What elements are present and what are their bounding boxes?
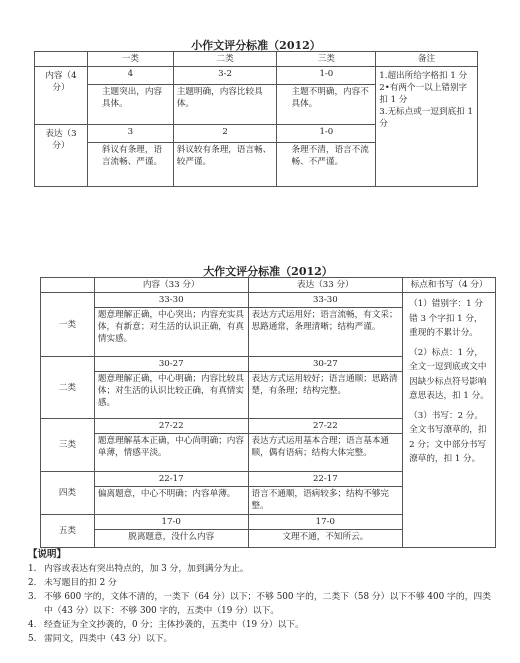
expr-desc-cell: 表达方式运用较好；语言通顺；思路清楚，有条理；结构完整。 — [248, 372, 403, 419]
small-row-label: 内容（4 分） — [35, 67, 88, 125]
desc-cell: 主题不明确，内容不具体。 — [277, 85, 376, 125]
grade-label: 二类 — [41, 357, 95, 419]
small-content-score-row — [35, 67, 478, 85]
content-score-cell: 33-30 — [94, 293, 248, 308]
small-header-cell: 二类 — [173, 52, 277, 67]
desc-cell: 主题突出，内容具体。 — [87, 85, 173, 125]
score-cell: 4 — [87, 67, 173, 85]
note-item — [28, 562, 498, 576]
large-score-table — [40, 277, 496, 548]
expr-score-cell: 27-22 — [248, 419, 403, 434]
content-desc-cell: 题意理解基本正确，中心尚明确；内容单薄，情感平淡。 — [94, 434, 248, 472]
grade-label: 一类 — [41, 293, 95, 357]
expr-desc-cell: 文理不通，不知所云。 — [248, 530, 403, 548]
small-score-table — [34, 51, 478, 187]
remarks-cell — [376, 67, 478, 187]
large-header-cell: 表达（33 分） — [248, 278, 403, 293]
content-score-cell: 30-27 — [94, 357, 248, 372]
note-item — [28, 576, 498, 590]
content-score-cell: 27-22 — [94, 419, 248, 434]
score-cell: 3 — [87, 125, 173, 143]
note-number: 5. — [28, 634, 37, 644]
note-text: 雷同文，四类中（43 分）以下。 — [44, 634, 173, 644]
expr-desc-cell: 语言不通顺，语病较多；结构不够完整。 — [248, 487, 403, 515]
punctuation-cell — [403, 293, 496, 548]
content-desc-cell: 题意理解正确，中心突出；内容充实具体，有新意；对生活的认识正确，有真情实感。 — [94, 308, 248, 357]
content-score-cell: 22-17 — [94, 472, 248, 487]
expr-score-cell: 30-27 — [248, 357, 403, 372]
score-cell: 1-0 — [277, 67, 376, 85]
desc-cell: 主题明确，内容比较具体。 — [173, 85, 277, 125]
score-cell: 1-0 — [277, 125, 376, 143]
expr-desc-cell: 表达方式运用基本合理；语言基本通顺，偶有语病；结构大体完整。 — [248, 434, 403, 472]
note-item — [28, 632, 498, 646]
notes-heading: 【说明】 — [28, 549, 67, 560]
large-header-row — [41, 278, 496, 293]
content-desc-cell: 偏离题意，中心不明确；内容单薄。 — [94, 487, 248, 515]
note-text: 经查证为全文抄袭的，0 分；主体抄袭的，五类中（19 分）以下。 — [44, 620, 304, 630]
remark-item: 2•有两个一以上错别字扣 1 分 — [379, 83, 468, 105]
large-header-cell: 内容（33 分） — [94, 278, 248, 293]
content-score-cell: 17-0 — [94, 515, 248, 530]
score-cell: 2 — [173, 125, 277, 143]
note-number: 1. — [28, 564, 37, 574]
large-corner-cell — [41, 278, 95, 293]
large-header-cell: 标点和书写（4 分） — [403, 278, 496, 293]
punct-rule: （3）书写：2 分。全文书写潦草的，扣 2 分；文中部分书写潦草的，扣 1 分。 — [409, 410, 487, 464]
note-item — [28, 618, 498, 632]
small-corner-cell — [35, 52, 88, 67]
desc-cell: 斜议较有条理，语言畅、较严谨。 — [173, 143, 277, 187]
grade-label: 五类 — [41, 515, 95, 548]
small-header-cell: 备注 — [376, 52, 478, 67]
expr-desc-cell: 表达方式运用好；语言流畅，有文采；思路通常，条理清晰；结构严谨。 — [248, 308, 403, 357]
content-desc-cell: 脱离题意，没什么内容 — [94, 530, 248, 548]
small-header-cell: 三类 — [277, 52, 376, 67]
note-text: 内容或表达有突出特点的，加 3 分，加到满分为止。 — [44, 564, 249, 574]
note-item — [28, 590, 498, 618]
desc-cell: 斜议有条理，语言流畅、严谨。 — [87, 143, 173, 187]
note-number: 2. — [28, 578, 37, 588]
grade-label: 三类 — [41, 419, 95, 472]
note-text: 未写题目的扣 2 分 — [44, 578, 117, 588]
small-row-label: 表达（3 分） — [35, 125, 88, 187]
grade-label: 四类 — [41, 472, 95, 515]
punct-rule: （1）错别字：1 分错 3 个字扣 1 分，重现的不累计分。 — [409, 299, 483, 338]
expr-score-cell: 17-0 — [248, 515, 403, 530]
grade-score-row — [41, 293, 496, 308]
small-header-row — [35, 52, 478, 67]
remark-item: 1.超出所给字格扣 1 分 — [379, 71, 468, 81]
punct-rule: （2）标点：1 分，全文一逗到底或文中因缺少标点符号影响意思表达，扣 1 分。 — [409, 347, 489, 401]
remark-item: 3.无标点或一逗到底扣 1 分 — [379, 107, 473, 129]
notes-section — [28, 548, 498, 646]
small-table-title: 小作文评分标准（2012） — [191, 39, 321, 52]
content-desc-cell: 题意理解正确，中心明确；内容比较具体；对生活的认识比较正确，有真情实感。 — [94, 372, 248, 419]
note-number: 4. — [28, 620, 37, 630]
expr-score-cell: 22-17 — [248, 472, 403, 487]
expr-score-cell: 33-30 — [248, 293, 403, 308]
large-table-title: 大作文评分标准（2012） — [203, 265, 333, 278]
note-text: 不够 600 字的，文体不清的，一类下（64 分）以下；不够 500 字的，二类下（58 分）以下不够 400 字的，四类中（43 分）以下：不够 300 字的，五类中（19 分）以下。 — [44, 592, 492, 616]
desc-cell: 条理不清，语言不流畅、不严谨。 — [277, 143, 376, 187]
score-cell: 3-2 — [173, 67, 277, 85]
note-number: 3. — [28, 592, 37, 602]
small-header-cell: 一类 — [87, 52, 173, 67]
